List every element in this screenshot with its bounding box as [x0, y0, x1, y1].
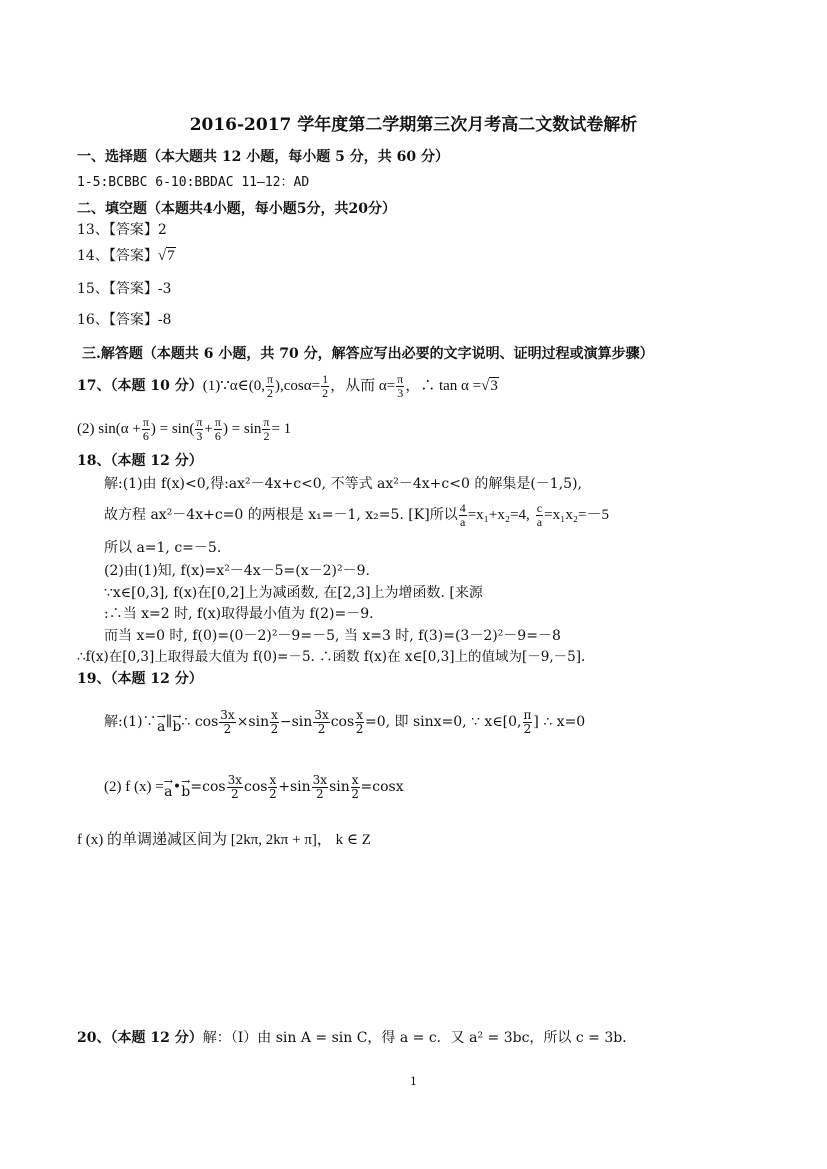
answer-14: 14、【答案】√7: [77, 248, 175, 264]
q20-line: 20、（本题 12 分） 解：（Ⅰ）由 sin A = sin C，得 a = c．又 a² = 3bc，所以 c = 3b．: [77, 1030, 637, 1046]
q18-line7: 而当 x=0 时, f(0)=(0－2)²－9=－5, 当 x=3 时, f(3)=(3－2)²－9=－8: [104, 628, 561, 644]
vector-arrow-icon: →: [156, 710, 166, 723]
vector-arrow-icon: →: [181, 775, 191, 788]
vector-arrow-icon: →: [163, 775, 173, 788]
q18-line3: 所以 a=1, c=－5.: [104, 540, 222, 556]
answer-15: 15、【答案】-3: [77, 281, 172, 297]
q19-label: 19、（本题 12 分）: [77, 671, 203, 687]
answer-16: 16、【答案】-8: [77, 312, 172, 328]
vector-arrow-icon: →: [172, 710, 182, 723]
section-heading-solve: 三.解答题（本题共 6 小题，共 70 分，解答应写出必要的文字说明、证明过程或演算步骤）: [82, 346, 654, 362]
page-number: 1: [410, 1075, 417, 1088]
page-title: 2016-2017 学年度第二学期第三次月考高二文数试卷解析: [189, 115, 638, 135]
q19-part1: 解:(1)∵ → a ∥ → b ∴ cos $\frac{3x}{2}$ ×sin $\frac{x}{2}$ −sin $\frac{3x}{2}$ cos $\frac{x}{2}$ =0, 即 sinx=0, ∵ x∈[0, $\frac{\pi}{2}$ ] ∴ x=0: [104, 707, 586, 736]
q19-part2: (2) f (x) = → a • → b =cos $\frac{3x}{2}$ cos $\frac{x}{2}$ +sin $\frac{3x}{2}$ sin $\frac{x}{2}$ =cosx: [104, 772, 404, 801]
choice-answers: 1-5:BCBBC 6-10:BBDAC 11—12：AD: [77, 175, 310, 190]
q18-line1: 解:(1)由 f(x)<0,得:ax²－4x+c<0, 不等式 ax²－4x+c<0 的解集是(－1,5),: [104, 476, 582, 492]
q18-line4: (2)由(1)知, f(x)=x²－4x－5=(x－2)²－9.: [104, 563, 370, 579]
section-heading-fill: 二、填空题（本题共4小题，每小题5分，共20分）: [77, 201, 396, 217]
section-heading-choice: 一、选择题（本大题共 12 小题，每小题 5 分，共 60 分）: [77, 149, 449, 165]
q19-part3: f (x) 的单调递减区间为 [2kπ, 2kπ + π]， k ∈ Z: [77, 832, 371, 848]
q17-part1: 17、（本题 10 分） (1)∵α∈(0, $\frac{\pi}{2}$ ),cosα= $\frac{1}{2}$ ，从而 α= $\frac{\pi}{3}$ ，∴ tan α = √3: [77, 371, 498, 400]
q18-line2: 故方程 ax²－4x+c=0 的两根是 x₁=－1, x₂=5. [K]所以 $\frac{4}{a}$ =x₁+x₂=4, $\frac{c}{a}$ =x₁x₂=－5: [104, 500, 610, 529]
sqrt-symbol: √7: [157, 248, 175, 264]
q18-line5: ∵x∈[0,3], f(x)在[0,2]上为减函数, 在[2,3]上为增函数. [来源: [104, 585, 483, 601]
q18-line6: :∴当 x=2 时, f(x)取得最小值为 f(2)=－9.: [104, 606, 374, 622]
answer-13: 13、【答案】2: [77, 222, 167, 238]
q18-label: 18、（本题 12 分）: [77, 453, 203, 469]
q17-part2: (2) sin(α + $\frac{\pi}{6}$ ) = sin( $\frac{\pi}{3}$ + $\frac{\pi}{6}$ ) = sin $\frac{\pi}{2}$ = 1: [77, 414, 292, 443]
q18-line8: ∴f(x)在[0,3]上取得最大值为 f(0)=－5. ∴函数 f(x)在 x∈[0,3]上的值域为[－9,－5].: [77, 649, 586, 665]
